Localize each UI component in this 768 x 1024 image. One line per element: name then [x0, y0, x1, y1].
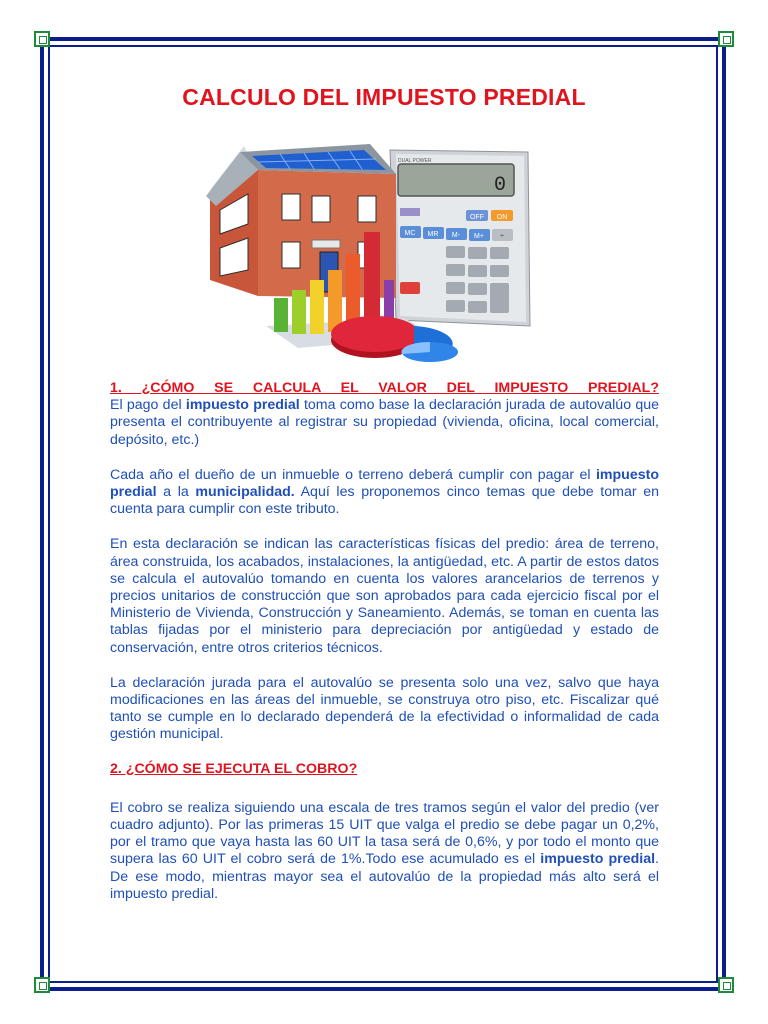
svg-text:M+: M+: [474, 233, 484, 240]
page-title: CALCULO DEL IMPUESTO PREDIAL: [182, 84, 586, 110]
corner-ornament-bottom-right: [718, 977, 734, 993]
corner-ornament-top-right: [718, 31, 734, 47]
section-1-paragraph-2: Cada año el dueño de un inmueble o terreno deberá cumplir con pagar el impuesto predial a la municipalidad. Aquí les proponemos cinco temas que debe tomar en cuenta para cumplir con este tributo.: [110, 466, 659, 518]
svg-text:MC: MC: [404, 230, 416, 237]
impuesto-predial-bold: impuesto predial: [110, 466, 659, 501]
section-1-paragraph-3: En esta declaración se indican las características físicas del predio: área de terreno, área construida, los acabados, instalaciones, la antigüedad, etc. A partir de estos datos se calcula el autovalúo tomando en cuenta los valores arancelarios de terrenos y precios unitarios de construcción que son aprobados para cada ejercicio fiscal por el Ministerio de Vivienda, Construcción y Saneamiento. Además, se toman en cuenta las tablas fijadas por el ministerio para depreciación por antigüedad y estado de conservación, entre otros criterios técnicos.: [110, 536, 659, 656]
corner-ornament-top-left: [34, 31, 50, 47]
section-1-paragraph-1: El pago del impuesto predial toma como base la declaración jurada de autovalúo que presenta el contribuyente al registrar su propiedad (vivienda, oficina, local comercial, depósito, etc.): [110, 397, 660, 448]
svg-text:÷: ÷: [500, 233, 504, 240]
impuesto-predial-bold: impuesto predial: [185, 397, 300, 414]
section-1-paragraph-4: La declaración jurada para el autovalúo se presenta solo una vez, salvo que haya modificaciones en las áreas del inmueble, se construya otro piso, etc. Fiscalizar qué tanto se cumple en lo declarado dependerá de la efectividad o informalidad de cada gestión municipal.: [110, 674, 659, 743]
section-2-heading: 2. ¿CÓMO SE EJECUTA EL COBRO?: [110, 760, 358, 777]
corner-ornament-bottom-left: [34, 977, 50, 993]
municipalidad-bold: municipalidad.: [195, 484, 295, 501]
pie-chart-image: [331, 316, 458, 362]
calculator-key-off: OFF: [470, 214, 484, 221]
calculator-image: [390, 150, 530, 326]
svg-text:M-: M-: [451, 232, 461, 239]
section-1-heading: 1. ¿CÓMO SE CALCULA EL VALOR DEL IMPUESTO PREDIAL?: [110, 380, 659, 396]
calculator-key-on: ON: [496, 214, 508, 221]
impuesto-predial-bold: impuesto predial: [540, 851, 656, 868]
svg-text:MR: MR: [427, 231, 439, 238]
calculator-brand: DUAL POWER: [398, 158, 432, 164]
calculator-display-value: 0: [493, 174, 506, 197]
section-2-paragraph-1: El cobro se realiza siguiendo una escala de tres tramos según el valor del predio (ver cuadro adjunto). Por las primeras 15 UIT que valga el predio se debe pagar un 0,2%, por el tramo que vaya hasta las 60 UIT la tasa será de 0,6%, y por todo el monto que supera las 60 UIT el cobro será de 1%.Todo ese acumulado es el impuesto predial. De ese modo, mientras mayor sea el autovalúo de la propiedad más alto será el impuesto predial.: [110, 799, 659, 902]
article-body: [110, 380, 659, 903]
house-calculator-illustration: [200, 130, 536, 370]
